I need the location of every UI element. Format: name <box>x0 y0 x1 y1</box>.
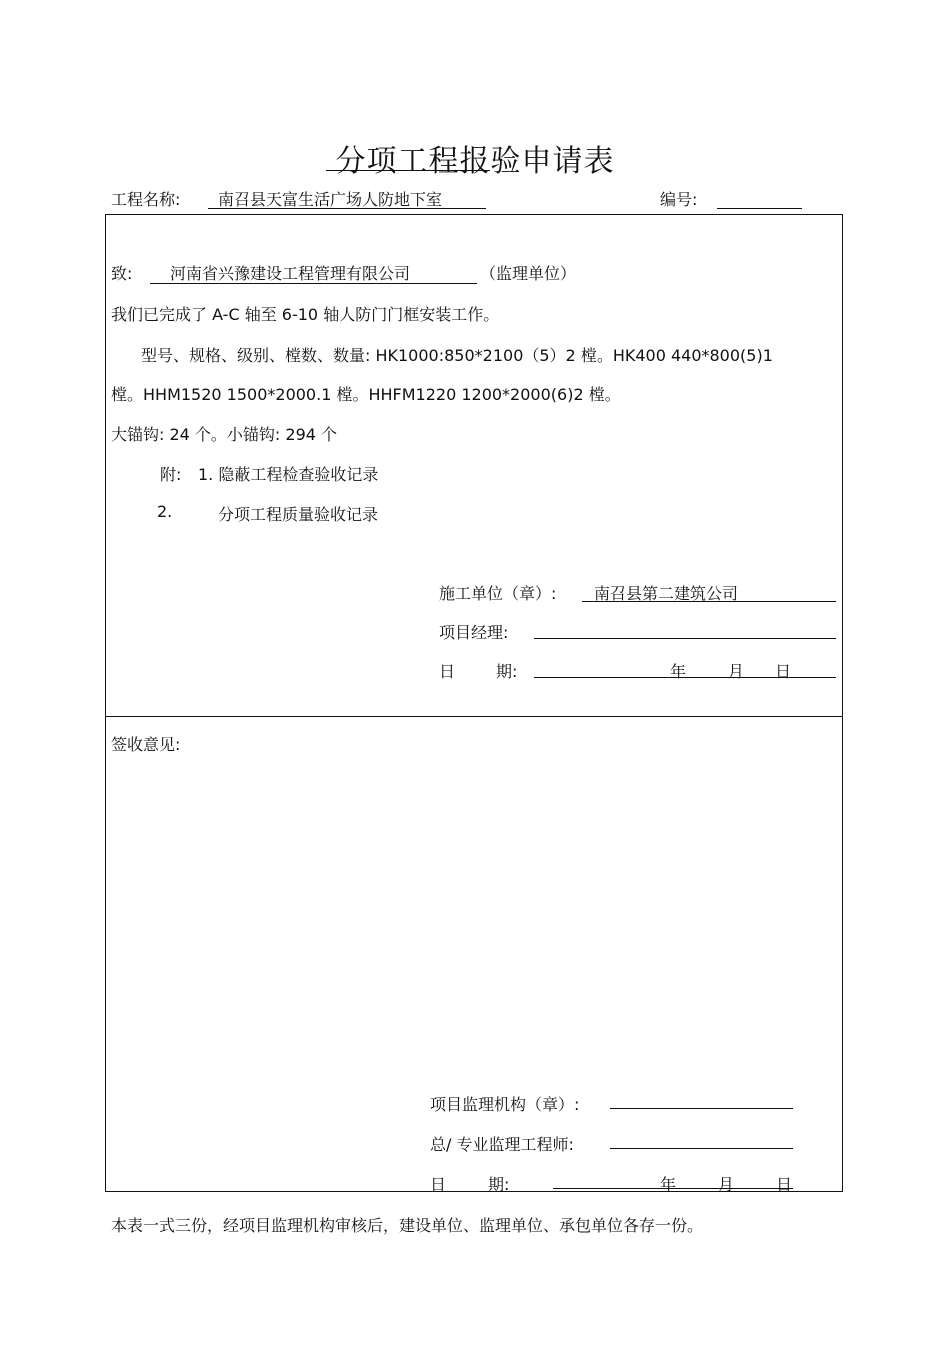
contractor-name: 南召县第二建筑公司 <box>594 584 739 603</box>
apply-month: 月 <box>728 662 745 681</box>
attach-label: 附: <box>160 465 182 484</box>
to-company-underline <box>150 283 477 284</box>
anchors-text: 大锚钩: 24 个。小锚钩: 294 个 <box>111 425 338 444</box>
engineer-signature-line <box>610 1148 793 1149</box>
opinion-label: 签收意见: <box>111 735 181 754</box>
manager-signature-line <box>534 638 836 639</box>
attach-item-2-number: 2. <box>157 502 173 521</box>
number-underline <box>717 208 802 209</box>
to-role: （监理单位） <box>480 264 577 283</box>
apply-date-label-b: 期: <box>496 662 518 681</box>
title-underline <box>326 170 490 171</box>
page-title: 分项工程报验申请表 <box>335 144 615 179</box>
spec-line-2: 樘。HHM1520 1500*2000.1 樘。HHFM1220 1200*2000(6)2 樘。 <box>111 385 621 404</box>
signoff-date-label-b: 期: <box>488 1175 510 1194</box>
project-name-underline <box>208 208 486 209</box>
engineer-label: 总/ 专业监理工程师: <box>430 1135 574 1154</box>
project-name-value: 南召县天富生活广场人防地下室 <box>218 190 443 209</box>
apply-day: 日 <box>775 662 792 681</box>
supervision-org-label: 项目监理机构（章）: <box>430 1095 580 1114</box>
signoff-year: 年 <box>660 1175 677 1194</box>
apply-year: 年 <box>670 662 687 681</box>
number-label: 编号: <box>660 190 698 209</box>
manager-label: 项目经理: <box>439 623 509 642</box>
footer-note: 本表一式三份，经项目监理机构审核后，建设单位、监理单位、承包单位各存一份。 <box>111 1216 704 1235</box>
attach-item-1: 1. 隐蔽工程检查验收记录 <box>198 465 379 484</box>
attach-item-2: 分项工程质量验收记录 <box>218 505 379 524</box>
apply-date-label-a: 日 <box>439 662 456 681</box>
supervision-org-line <box>610 1108 793 1109</box>
signoff-month: 月 <box>718 1175 735 1194</box>
section-divider <box>105 716 843 717</box>
spec-line-1: 型号、规格、级别、樘数、数量: HK1000:850*2100（5）2 樘。HK400 440*800(5)1 <box>141 346 773 365</box>
contractor-underline <box>582 601 836 602</box>
to-label: 致: <box>111 264 133 283</box>
contractor-label: 施工单位（章）: <box>439 584 557 603</box>
signoff-date-label-a: 日 <box>430 1175 447 1194</box>
project-name-label: 工程名称: <box>111 190 181 209</box>
to-company: 河南省兴豫建设工程管理有限公司 <box>170 264 411 283</box>
signoff-day: 日 <box>776 1175 793 1194</box>
completed-work-text: 我们已完成了 A-C 轴至 6-10 轴人防门门框安装工作。 <box>111 305 500 324</box>
